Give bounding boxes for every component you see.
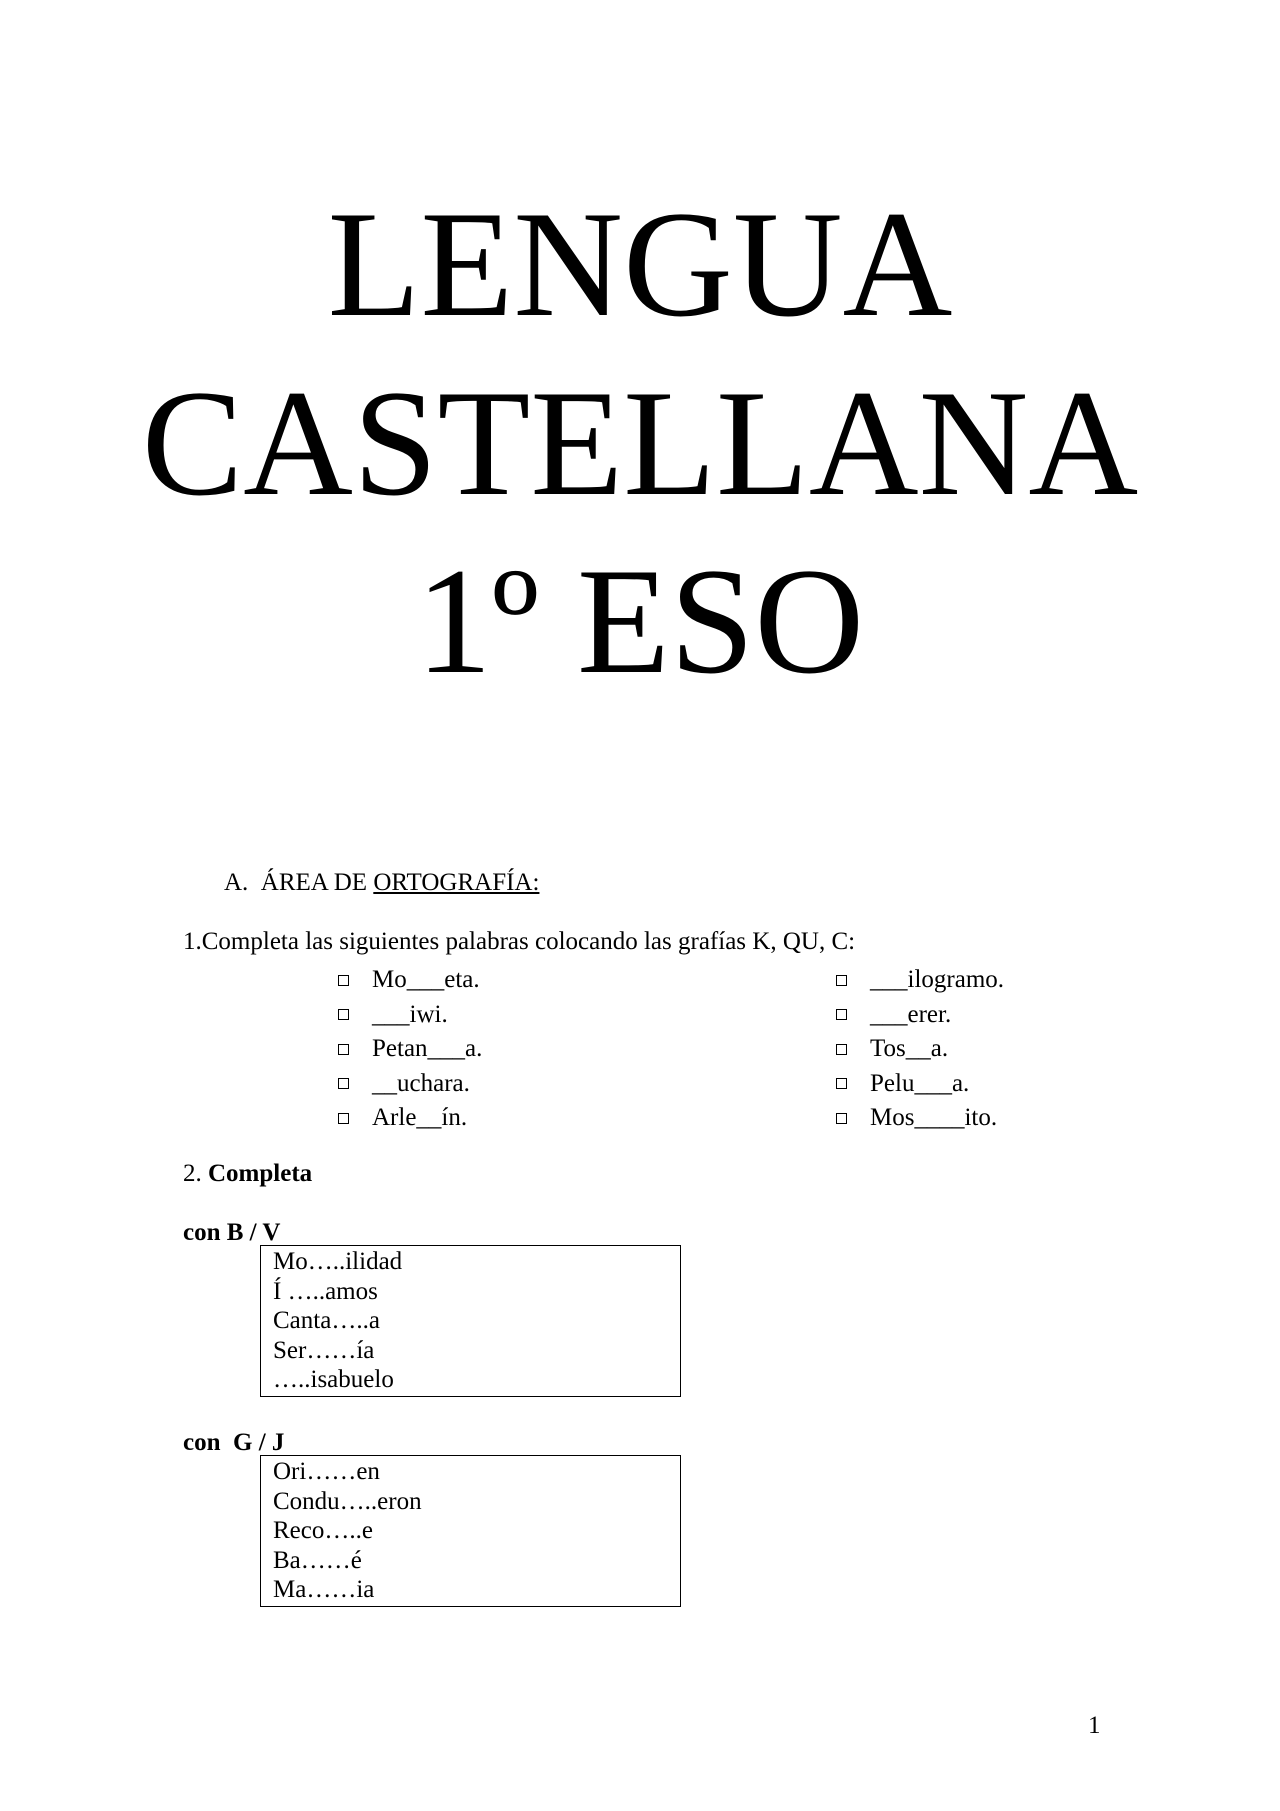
word-item: ___iwi.	[372, 1000, 448, 1028]
fill-word: …..isabuelo	[273, 1366, 394, 1394]
checkbox-bullet-icon	[836, 1044, 847, 1055]
fill-word: Ma……ia	[273, 1576, 375, 1604]
fill-word: Mo…..ilidad	[273, 1248, 403, 1275]
list-item	[338, 1032, 482, 1067]
word-item: Mo___eta.	[372, 966, 480, 994]
checkbox-bullet-icon	[836, 1078, 847, 1089]
group-heading-g-j: con G / J	[183, 1429, 285, 1456]
group-heading-b-v: con B / V	[183, 1219, 281, 1246]
exercise-2-label: Completa	[208, 1160, 313, 1187]
fill-word: Ori……en	[273, 1458, 380, 1485]
checkbox-bullet-icon	[338, 1113, 349, 1124]
list-item	[836, 998, 1004, 1033]
list-item	[836, 1101, 1004, 1136]
checkbox-bullet-icon	[836, 1113, 847, 1124]
title-line-3: 1º ESO	[415, 537, 865, 705]
exercise-1-left-list	[338, 963, 482, 1136]
checkbox-bullet-icon	[836, 1009, 847, 1020]
checkbox-bullet-icon	[338, 1044, 349, 1055]
word-item: Pelu___a.	[870, 1069, 970, 1097]
fill-word: Ba……é	[273, 1546, 362, 1574]
list-item	[338, 963, 482, 998]
title-line-1: LENGUA	[327, 180, 953, 348]
exercise-1-right-list	[836, 963, 1004, 1136]
fill-word: Canta…..a	[273, 1307, 380, 1335]
word-item: Tos__a.	[870, 1035, 949, 1063]
word-item: Arle__ín.	[372, 1104, 468, 1132]
list-item	[338, 1101, 482, 1136]
word-box-b-v	[260, 1245, 681, 1397]
section-heading-prefix: A. ÁREA DE	[224, 869, 374, 896]
list-item	[836, 963, 1004, 998]
exercise-2-heading	[183, 1160, 312, 1188]
checkbox-bullet-icon	[338, 1078, 349, 1089]
section-heading-underlined: ORTOGRAFÍA:	[373, 869, 540, 896]
word-item: ___erer.	[870, 1000, 952, 1028]
fill-word: Ser……ía	[273, 1336, 375, 1364]
fill-word: Condu…..eron	[273, 1487, 422, 1515]
list-item	[836, 1067, 1004, 1102]
list-item	[338, 998, 482, 1033]
word-item: Petan___a.	[372, 1035, 483, 1063]
list-item	[338, 1067, 482, 1102]
word-item: ___ilogramo.	[870, 966, 1005, 994]
title-line-2: CASTELLANA	[141, 359, 1139, 527]
checkbox-bullet-icon	[338, 975, 349, 986]
word-box-g-j	[260, 1455, 681, 1607]
word-item: Mos____ito.	[870, 1104, 998, 1132]
word-item: __uchara.	[372, 1069, 470, 1097]
fill-word: Í …..amos	[273, 1277, 378, 1305]
section-heading	[224, 869, 539, 897]
checkbox-bullet-icon	[836, 975, 847, 986]
fill-word: Reco…..e	[273, 1517, 373, 1545]
page-number: 1	[1088, 1712, 1101, 1739]
exercise-1-prompt: 1.Completa las siguientes palabras colocando las grafías K, QU, C:	[183, 928, 856, 955]
checkbox-bullet-icon	[338, 1009, 349, 1020]
list-item	[836, 1032, 1004, 1067]
exercise-2-number: 2.	[183, 1160, 208, 1187]
